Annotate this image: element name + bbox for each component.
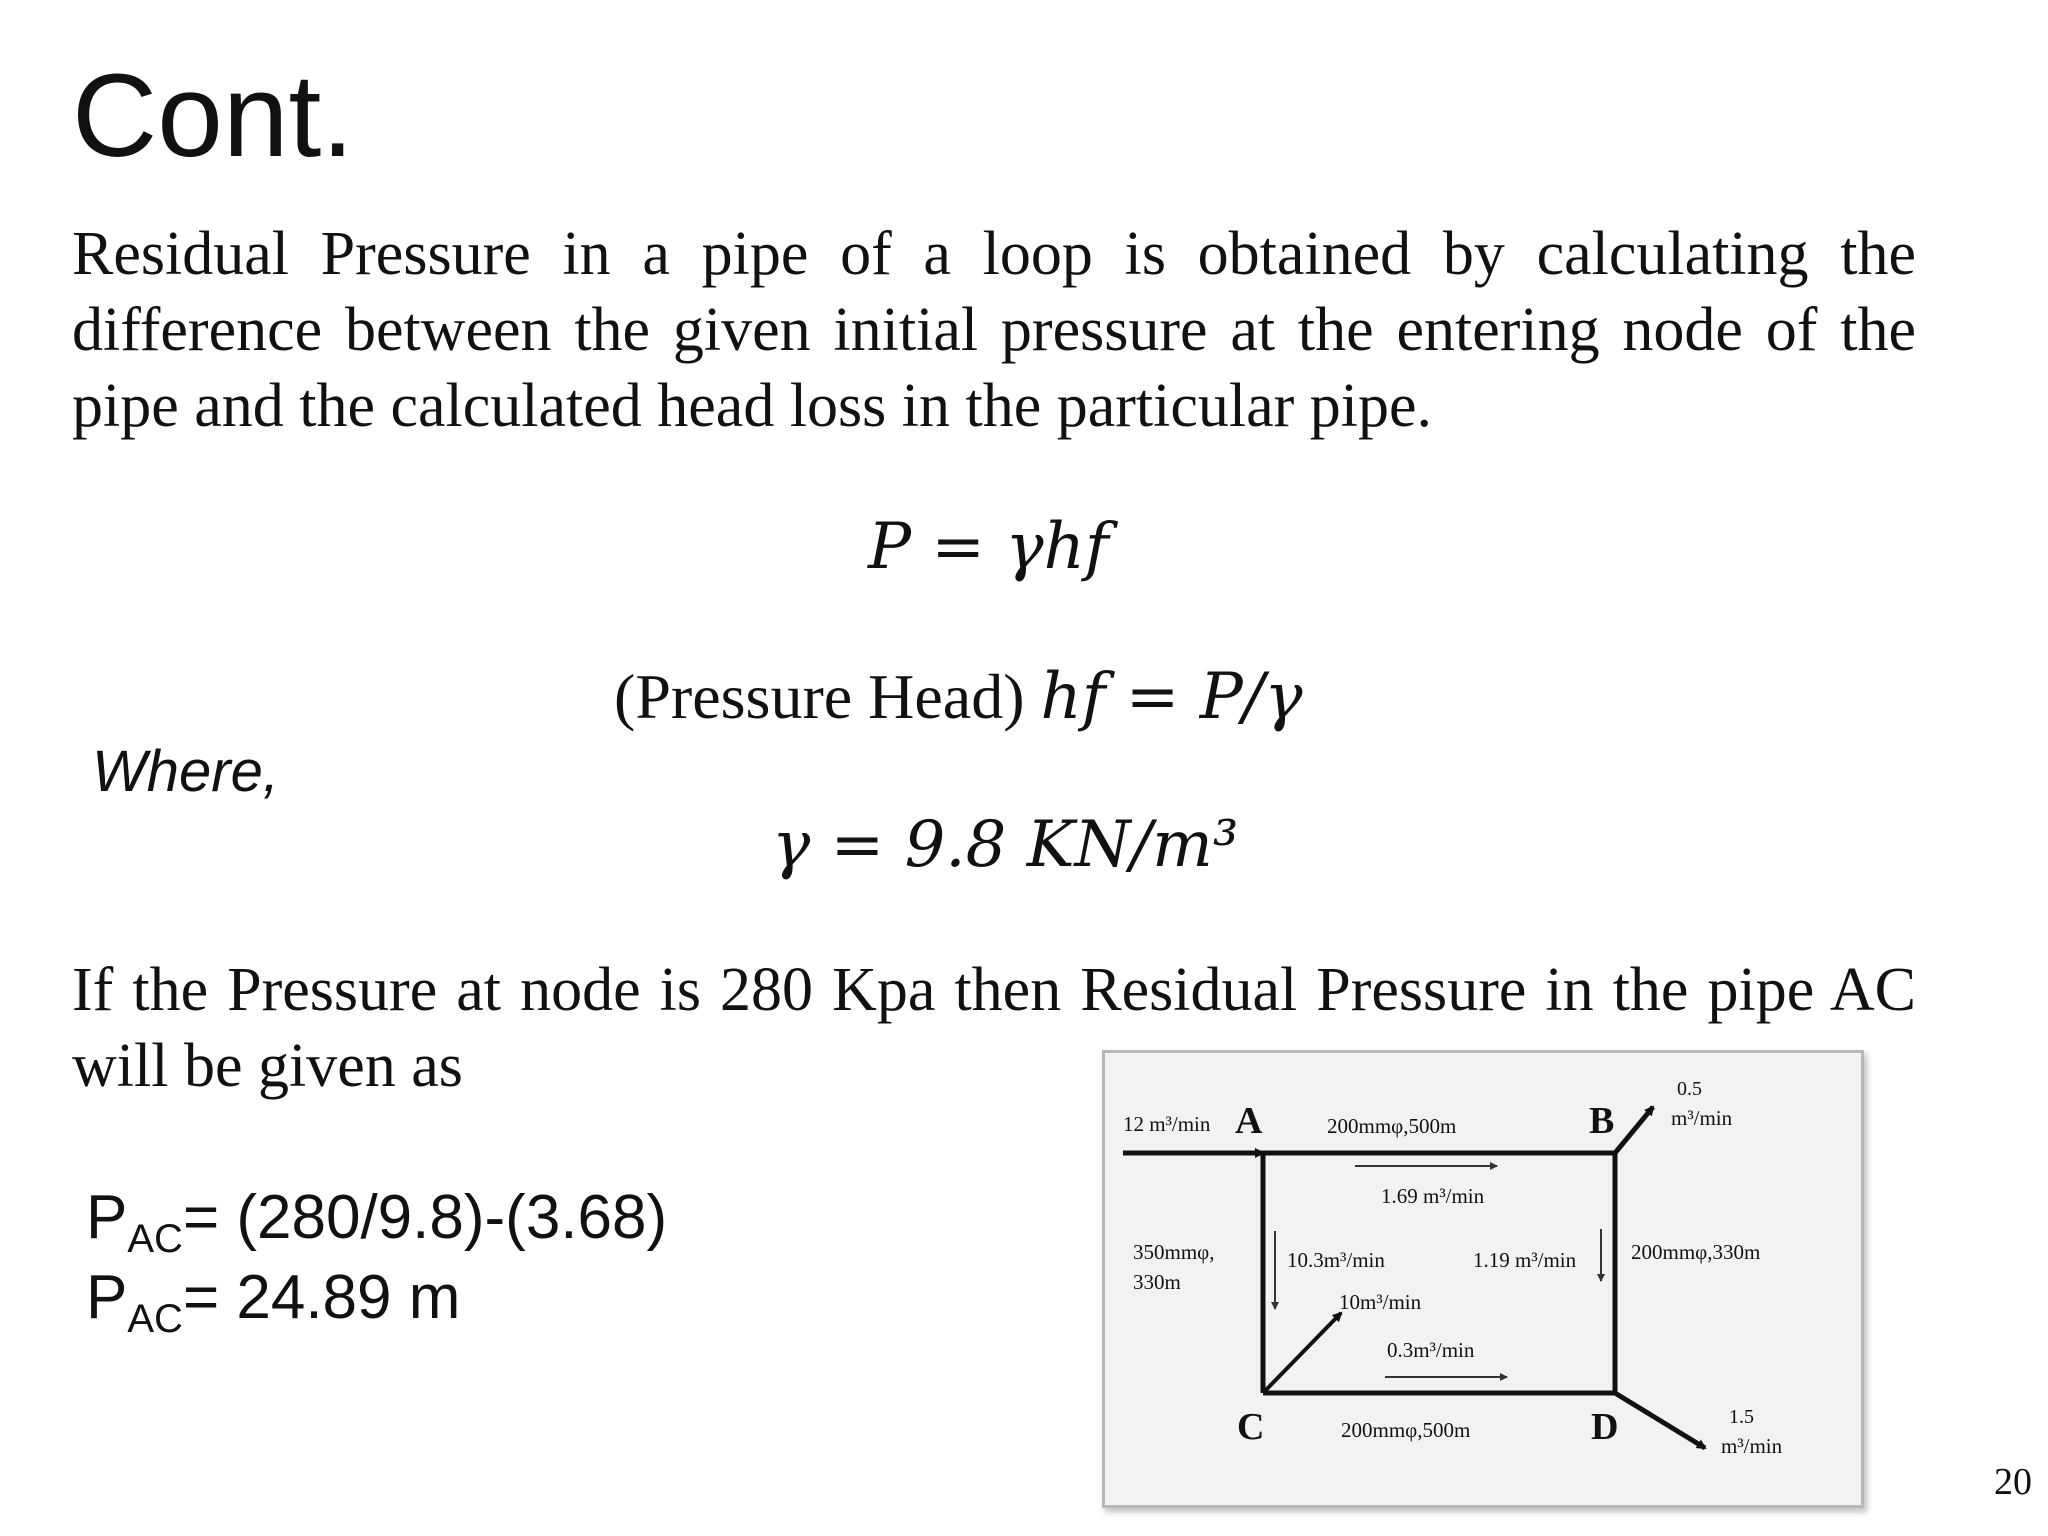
pipe-ac-label-2: 330m xyxy=(1133,1270,1181,1294)
flow-bd-label: 1.19 m³/min xyxy=(1473,1248,1577,1272)
pipe-network-diagram xyxy=(1102,1050,1864,1508)
node-a-label: A xyxy=(1235,1100,1263,1142)
outflow-b-arrow xyxy=(1615,1107,1653,1153)
node-c-label: C xyxy=(1237,1406,1265,1448)
pressure-head-formula: hf = P/γ xyxy=(1040,660,1303,734)
pressure-head-label: (Pressure Head) xyxy=(614,661,1041,732)
outflow-d-arrow xyxy=(1615,1393,1705,1448)
outflow-d-label-1: 1.5 xyxy=(1729,1406,1754,1428)
flow-ac-label: 10.3m³/min xyxy=(1287,1248,1385,1272)
inflow-label: 12 m³/min xyxy=(1123,1112,1211,1136)
where-label: Where, xyxy=(92,739,279,804)
flow-ab-label: 1.69 m³/min xyxy=(1381,1184,1485,1208)
pipe-ab-label: 200mmφ,500m xyxy=(1327,1114,1457,1138)
flow-cb-arrow xyxy=(1263,1313,1341,1393)
intro-paragraph: Residual Pressure in a pipe of a loop is obtained by calculating the difference between the given initial pressure at the entering node of the pipe and the calculated head loss in the particular pipe. xyxy=(72,220,1916,440)
calc-line-2: $P_{AC}= 24.89$ m xyxy=(86,1263,461,1341)
calc-line-1: $P_{AC}= (280/9.8)-(3.68)$ xyxy=(86,1183,668,1261)
pressure-head-equation xyxy=(614,660,1303,734)
pipe-ac-label-1: 350mmφ, xyxy=(1133,1240,1215,1264)
flow-cb-label: 10m³/min xyxy=(1339,1290,1422,1314)
node-b-label: B xyxy=(1589,1100,1615,1142)
outflow-b-label-1: 0.5 xyxy=(1677,1078,1702,1100)
flow-cd-label: 0.3m³/min xyxy=(1387,1338,1475,1362)
outflow-b-label-2: m³/min xyxy=(1671,1106,1733,1130)
pressure-equation: P = γhf xyxy=(868,510,1109,584)
pipe-bd-label: 200mmφ,330m xyxy=(1631,1240,1761,1264)
pipe-cd-label: 200mmφ,500m xyxy=(1341,1418,1471,1442)
page-number: 20 xyxy=(1994,1461,2032,1503)
slide-title: Cont. xyxy=(72,50,355,182)
node-d-label: D xyxy=(1591,1406,1619,1448)
outflow-d-label-2: m³/min xyxy=(1721,1434,1783,1458)
question-paragraph: If the Pressure at node is 280 Kpa then Residual Pressure in the pipe AC will be given as xyxy=(72,956,1916,1100)
gamma-equation: γ = 9.8 KN/m³ xyxy=(772,808,1239,882)
pipe-network-svg xyxy=(1105,1053,1861,1505)
